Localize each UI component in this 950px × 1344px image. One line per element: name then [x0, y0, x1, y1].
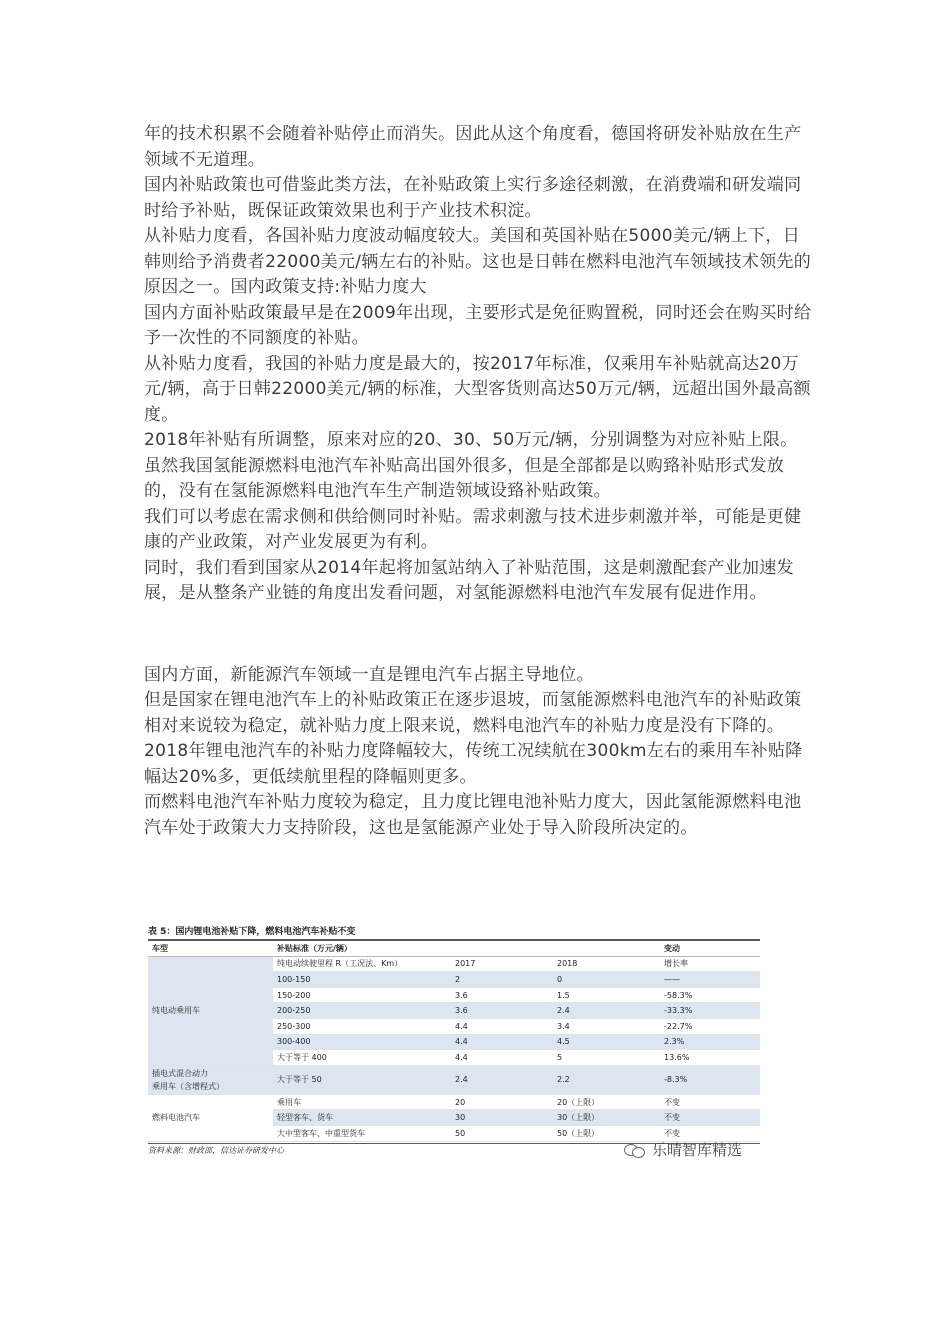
table-cell: 大中型客车、中重型货车 [273, 1125, 451, 1141]
subsidy-table [148, 941, 760, 1142]
table-cell: 20（上限） [553, 1094, 660, 1110]
table-cell: 大于等于 50 [273, 1065, 451, 1094]
table-cell: 不变 [660, 1110, 760, 1126]
table-cell: 2.2 [553, 1065, 660, 1094]
table-cell: 20 [451, 1094, 553, 1110]
paragraph: 虽然我国氢能源燃料电池汽车补贴高出国外很多，但是全部都是以购臵补贴形式发放的，没有在氢能源燃料电池汽车生产制造领域设臵补贴政策。 [144, 455, 785, 501]
table-cell: 乘用车 [273, 1094, 451, 1110]
paragraph: 国内补贴政策也可借鉴此类方法，在补贴政策上实行多途径刺激，在消费端和研发端同时给予补贴，既保证政策效果也利于产业技术积淀。 [144, 175, 802, 221]
paragraph: 从补贴力度看，各国补贴力度波动幅度较大。美国和英国补贴在5000美元/辆上下，日韩则给予消费者22000美元/辆左右的补贴。这也是日韩在燃料电池汽车领域技术领先的原因之一。国内政策支持:补贴力度大 [144, 226, 812, 297]
paragraph: 但是国家在锂电池汽车上的补贴政策正在逐步退坡，而氢能源燃料电池汽车的补贴政策相对来说较为稳定，就补贴力度上限来说，燃料电池汽车的补贴力度是没有下降的。 [144, 690, 802, 736]
table-cell: 2.4 [553, 1003, 660, 1019]
table-cell: 1.5 [553, 987, 660, 1003]
table-cell: 4.5 [553, 1034, 660, 1050]
table-cell: 13.6% [660, 1050, 760, 1066]
paragraph: 国内方面，新能源汽车领域一直是锂电汽车占据主导地位。 [144, 664, 594, 685]
table-cell: 50 [451, 1125, 553, 1141]
table-cell: 200-250 [273, 1003, 451, 1019]
paragraph: 从补贴力度看，我国的补贴力度是最大的，按2017年标准，仅乘用车补贴就高达20万元/辆，高于日韩22000美元/辆的标准，大型客货则高达50万元/辆，远超出国外最高额度。 [144, 353, 811, 425]
subsidy-table-figure [148, 925, 760, 1171]
header-cell [553, 941, 660, 956]
table-cell: —— [660, 972, 760, 988]
chat-bubble-icon [624, 1142, 646, 1158]
table-cell: 5 [553, 1050, 660, 1066]
paragraph: 2018年补贴有所调整，原来对应的20、30、50万元/辆，分别调整为对应补贴上限。 [144, 430, 798, 450]
table-cell: -33.3% [660, 1003, 760, 1019]
group-label-line: 插电式混合动力 [152, 1068, 208, 1078]
table-source: 资料来源：财政部，信达证券研发中心 [148, 1143, 760, 1158]
header-cell: 变动 [660, 941, 760, 956]
table-cell: 250-300 [273, 1018, 451, 1034]
table-cell: 不变 [660, 1125, 760, 1141]
watermark [624, 1139, 742, 1160]
group-label-line: 乘用车（含增程式） [152, 1081, 224, 1091]
table-cell: 2 [451, 972, 553, 988]
table-row [148, 1065, 760, 1094]
table-cell: 30（上限） [553, 1110, 660, 1126]
paragraph: 国内方面补贴政策最早是在2009年出现，主要形式是免征购置税，同时还会在购买时给予一次性的不同额度的补贴。 [144, 302, 812, 348]
paragraph: 同时，我们看到国家从2014年起将加氢站纳入了补贴范围，这是刺激配套产业加速发展，是从整条产业链的角度出发看问题，对氢能源燃料电池汽车发展有促进作用。 [144, 557, 794, 603]
table-row [148, 1094, 760, 1110]
paragraph: 而燃料电池汽车补贴力度较为稳定，且力度比锂电池补贴力度大，因此氢能源燃料电池汽车处于政策大力支持阶段，这也是氢能源产业处于导入阶段所决定的。 [144, 792, 802, 838]
subheader-cell: 增长率 [660, 956, 760, 972]
header-cell: 补贴标准（万元/辆） [273, 941, 451, 956]
article-body [144, 122, 814, 841]
subheader-cell: 2017 [451, 956, 553, 972]
table-cell: 100-150 [273, 972, 451, 988]
table-header-row [148, 941, 760, 956]
table-cell: 4.4 [451, 1034, 553, 1050]
table-cell: 2.3% [660, 1034, 760, 1050]
paragraph: 我们可以考虑在需求侧和供给侧同时补贴。需求刺激与技术进步刺激并举，可能是更健康的产业政策，对产业发展更为有利。 [144, 506, 802, 552]
paragraph: 2018年锂电池汽车的补贴力度降幅较大，传统工况续航在300km左右的乘用车补贴降幅达20%多，更低续航里程的降幅则更多。 [144, 741, 803, 787]
table-cell: 轻型客车、货车 [273, 1110, 451, 1126]
table-cell: -22.7% [660, 1018, 760, 1034]
group-label [148, 1065, 273, 1094]
subheader-cell: 纯电动续驶里程 R（工况法、Km） [273, 956, 451, 972]
table-cell: 30 [451, 1110, 553, 1126]
table-cell: 0 [553, 972, 660, 988]
table-cell: 300-400 [273, 1034, 451, 1050]
table-cell: -58.3% [660, 987, 760, 1003]
table-cell: 3.6 [451, 1003, 553, 1019]
table-cell: 50（上限） [553, 1125, 660, 1141]
table-cell: 150-200 [273, 987, 451, 1003]
table-cell: 大于等于 400 [273, 1050, 451, 1066]
table-cell: 3.4 [553, 1018, 660, 1034]
table-cell: 3.6 [451, 987, 553, 1003]
group-label: 纯电动乘用车 [148, 956, 273, 1065]
table-cell: 4.4 [451, 1018, 553, 1034]
paragraph: 年的技术积累不会随着补贴停止而消失。因此从这个角度看，德国将研发补贴放在生产领域不无道理。 [144, 124, 802, 170]
table-cell: 4.4 [451, 1050, 553, 1066]
watermark-text: 乐晴智库精选 [652, 1141, 743, 1159]
header-cell: 车型 [148, 941, 273, 956]
subheader-cell: 2018 [553, 956, 660, 972]
table-row [148, 956, 760, 972]
table-cell: 2.4 [451, 1065, 553, 1094]
table-cell: -8.3% [660, 1065, 760, 1094]
table-title: 表 5：国内锂电池补贴下降，燃料电池汽车补贴不变 [148, 925, 760, 941]
header-cell [451, 941, 553, 956]
table-cell: 不变 [660, 1094, 760, 1110]
group-label: 燃料电池汽车 [148, 1094, 273, 1141]
